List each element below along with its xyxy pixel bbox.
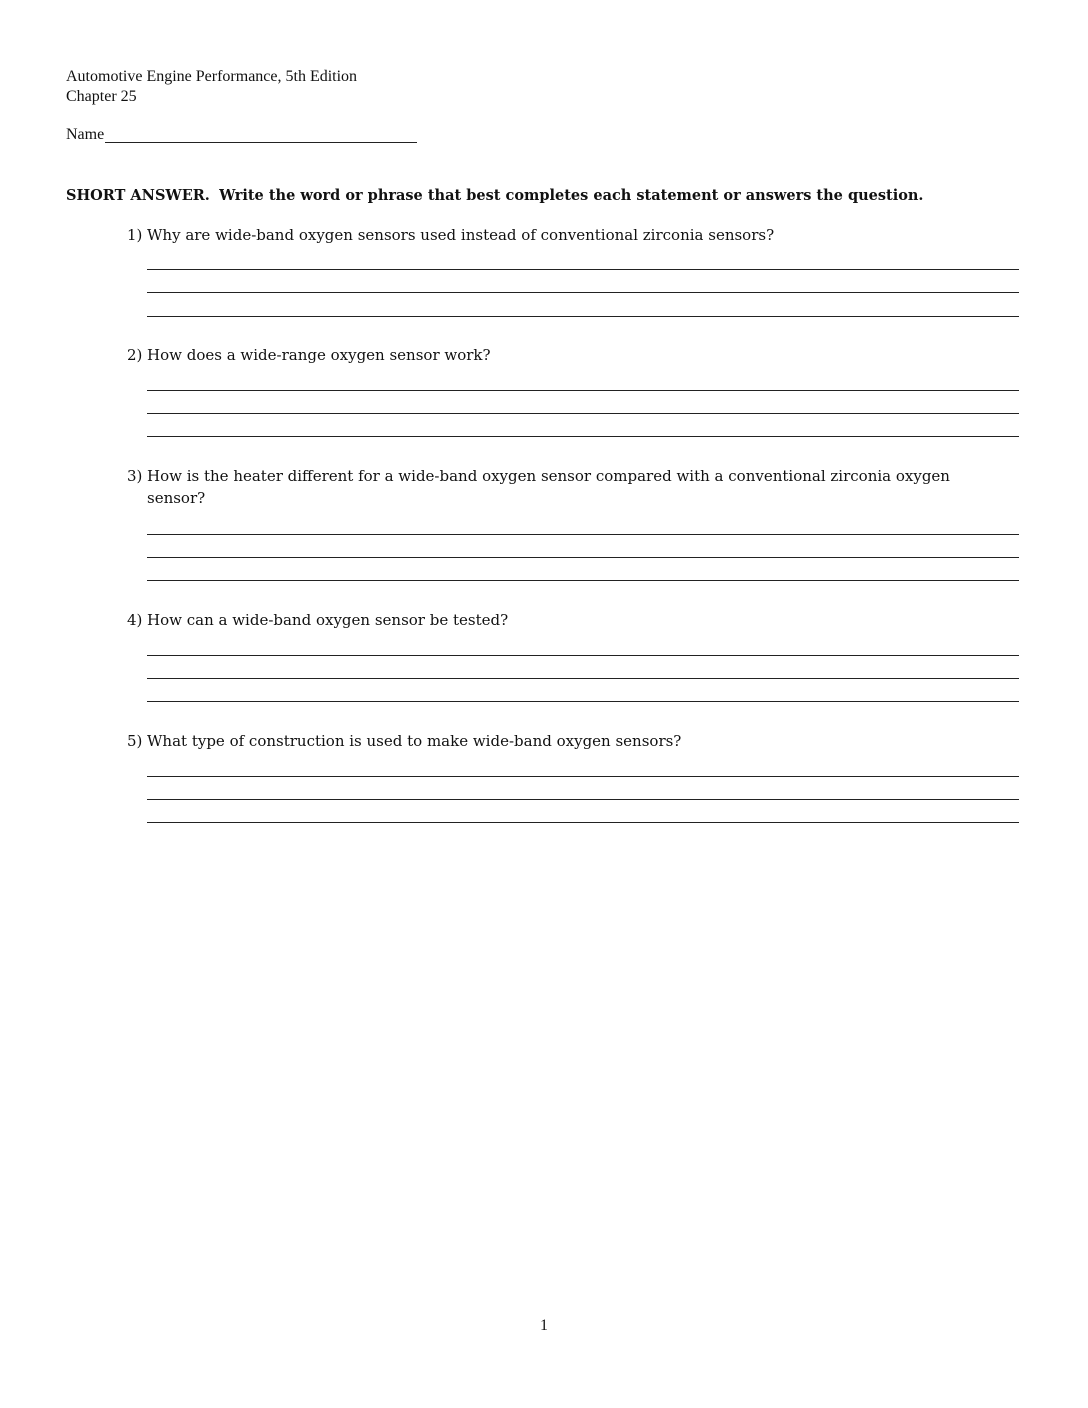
question-text: How does a wide-range oxygen sensor work? <box>147 346 491 364</box>
name-blank-line[interactable] <box>105 142 417 143</box>
question-text: How is the heater different for a wide-band oxygen sensor compared with a conventional zirconia oxygen sensor? <box>147 467 950 507</box>
question-number: 1) <box>127 226 143 244</box>
question-number: 3) <box>127 467 143 485</box>
answer-line[interactable] <box>147 701 1019 702</box>
question-3 <box>127 465 1007 509</box>
question-number: 2) <box>127 346 143 364</box>
question-5 <box>127 730 1007 752</box>
document-title: Automotive Engine Performance, 5th Edition <box>66 68 358 85</box>
question-4 <box>127 609 1007 631</box>
answer-line[interactable] <box>147 436 1019 437</box>
section-instruction-text: Write the word or phrase that best completes each statement or answers the question. <box>219 187 924 204</box>
answer-line[interactable] <box>147 776 1019 777</box>
answer-line[interactable] <box>147 390 1019 391</box>
question-number: 5) <box>127 732 143 750</box>
answer-line[interactable] <box>147 534 1019 535</box>
question-text: How can a wide-band oxygen sensor be tested? <box>147 611 509 629</box>
section-instructions <box>66 186 923 206</box>
answer-line[interactable] <box>147 269 1019 270</box>
question-text: What type of construction is used to make wide-band oxygen sensors? <box>147 732 682 750</box>
question-text: Why are wide-band oxygen sensors used instead of conventional zirconia sensors? <box>147 226 775 244</box>
answer-line[interactable] <box>147 316 1019 317</box>
answer-line[interactable] <box>147 413 1019 414</box>
answer-line[interactable] <box>147 655 1019 656</box>
name-field-row <box>66 125 417 145</box>
question-2 <box>127 344 1007 366</box>
question-number: 4) <box>127 611 143 629</box>
answer-line[interactable] <box>147 822 1019 823</box>
page-number: 1 <box>540 1317 548 1334</box>
answer-line[interactable] <box>147 678 1019 679</box>
answer-line[interactable] <box>147 292 1019 293</box>
chapter-label: Chapter 25 <box>66 88 137 105</box>
answer-line[interactable] <box>147 799 1019 800</box>
answer-line[interactable] <box>147 580 1019 581</box>
name-label: Name <box>66 126 105 143</box>
question-1 <box>127 224 1007 246</box>
answer-line[interactable] <box>147 557 1019 558</box>
section-heading: SHORT ANSWER. <box>66 187 210 204</box>
